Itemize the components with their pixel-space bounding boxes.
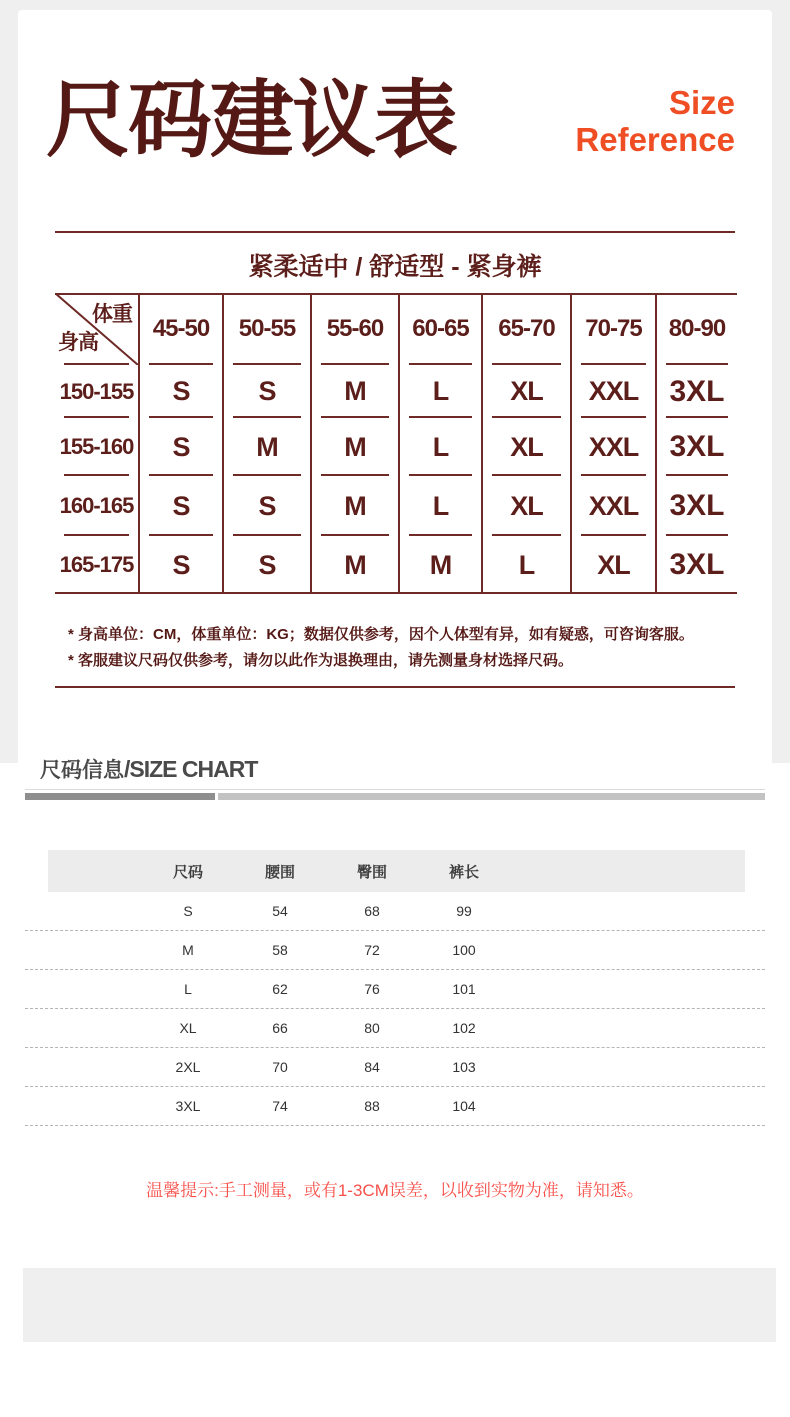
product-type-subtitle: 紧柔适中 / 舒适型 - 紧身裤 (248, 253, 542, 281)
size-value: L (184, 981, 192, 997)
size-cell: M (222, 418, 310, 476)
measurement-table-header (48, 850, 745, 892)
size-cell: M (310, 476, 398, 536)
waist-value: 54 (272, 903, 288, 919)
measurement-row (25, 1009, 765, 1048)
page-title: 尺码建议表 (46, 73, 457, 167)
weight-header-cell: 55-60 (310, 293, 398, 365)
size-cell: XXL (570, 476, 655, 536)
length-value: 99 (456, 903, 472, 919)
size-reference-label (575, 84, 735, 158)
size-chart-heading (40, 754, 257, 784)
size-reference-card (18, 10, 772, 763)
measurement-tolerance-note: 温馨提示:手工测量，或有1-3CM误差，以收到实物为准，请知悉。 (146, 1181, 644, 1200)
size-cell: XXL (570, 365, 655, 418)
size-cell: XL (481, 418, 570, 476)
footer-block (23, 1268, 776, 1342)
size-cell: 3XL (655, 476, 737, 536)
height-label-cell: 160-165 (55, 476, 138, 536)
size-cell: L (398, 418, 481, 476)
column-header-size: 尺码 (172, 863, 203, 881)
hip-value: 68 (364, 903, 380, 919)
length-value: 101 (452, 981, 476, 997)
table-corner-cell (55, 293, 138, 365)
weight-header-cell: 65-70 (481, 293, 570, 365)
size-cell: S (138, 476, 222, 536)
size-reference-line2: Reference (575, 121, 735, 158)
size-cell: L (481, 536, 570, 594)
waist-value: 58 (272, 942, 288, 958)
weight-header-cell: 70-75 (570, 293, 655, 365)
hip-value: 84 (364, 1059, 380, 1075)
size-recommendation-table (55, 293, 737, 594)
column-header-waist: 腰围 (264, 863, 295, 881)
table-footnotes (68, 622, 694, 674)
weight-header-cell: 80-90 (655, 293, 737, 365)
hip-value: 72 (364, 942, 380, 958)
corner-label-weight: 体重 (92, 303, 132, 326)
size-cell: M (310, 418, 398, 476)
section-divider-line (25, 789, 765, 790)
hip-value: 80 (364, 1020, 380, 1036)
size-cell: M (310, 536, 398, 594)
size-chart-heading-en: /SIZE CHART (124, 756, 258, 782)
size-cell: 3XL (655, 365, 737, 418)
size-cell: L (398, 476, 481, 536)
waist-value: 66 (272, 1020, 288, 1036)
size-value: S (183, 903, 193, 919)
waist-value: 70 (272, 1059, 288, 1075)
size-cell: 3XL (655, 536, 737, 594)
size-value: 2XL (175, 1059, 201, 1075)
size-cell: S (222, 476, 310, 536)
size-cell: XXL (570, 418, 655, 476)
footnote-units: * 身高单位：CM，体重单位：KG；数据仅供参考，因个人体型有异，如有疑惑，可咨询客服。 (68, 626, 694, 643)
measurement-row (25, 970, 765, 1009)
size-chart-heading-cn: 尺码信息 (40, 759, 124, 782)
hip-value: 76 (364, 981, 380, 997)
height-label-cell: 150-155 (55, 365, 138, 418)
size-cell: S (222, 536, 310, 594)
length-value: 100 (452, 942, 476, 958)
weight-header-cell: 45-50 (138, 293, 222, 365)
column-header-length: 裤长 (448, 863, 479, 881)
length-value: 104 (452, 1098, 476, 1114)
height-label-cell: 165-175 (59, 552, 134, 577)
column-header-hip: 臀围 (356, 863, 387, 881)
corner-label-height: 身高 (58, 331, 98, 354)
length-value: 103 (452, 1059, 476, 1075)
measurement-row (25, 1048, 765, 1087)
waist-value: 74 (272, 1098, 288, 1114)
size-cell: XL (481, 476, 570, 536)
size-cell: M (310, 365, 398, 418)
size-cell: L (398, 365, 481, 418)
weight-header-cell: 50-55 (222, 293, 310, 365)
measurement-row (25, 892, 765, 931)
size-cell: S (138, 536, 222, 594)
height-label-cell: 155-160 (55, 418, 138, 476)
size-cell: S (138, 418, 222, 476)
size-cell: S (222, 365, 310, 418)
divider-rule-bottom (55, 686, 735, 688)
size-cell: XL (570, 536, 655, 594)
size-cell: S (138, 365, 222, 418)
size-value: 3XL (175, 1098, 201, 1114)
size-value: M (182, 942, 194, 958)
footnote-disclaimer: * 客服建议尺码仅供参考，请勿以此作为退换理由，请先测量身材选择尺码。 (68, 652, 574, 669)
divider-rule-top (55, 231, 735, 233)
size-value: XL (179, 1020, 197, 1036)
waist-value: 62 (272, 981, 288, 997)
length-value: 102 (452, 1020, 476, 1036)
weight-header-cell: 60-65 (398, 293, 481, 365)
measurement-table-body (25, 892, 765, 1126)
measurement-row (25, 1087, 765, 1126)
size-cell: XL (481, 365, 570, 418)
section-bar-light (218, 793, 765, 800)
section-bar-dark (25, 793, 215, 800)
size-cell: 3XL (655, 418, 737, 476)
size-cell: M (398, 536, 481, 594)
measurement-row (25, 931, 765, 970)
size-reference-line1: Size (668, 84, 735, 121)
hip-value: 88 (364, 1098, 380, 1114)
